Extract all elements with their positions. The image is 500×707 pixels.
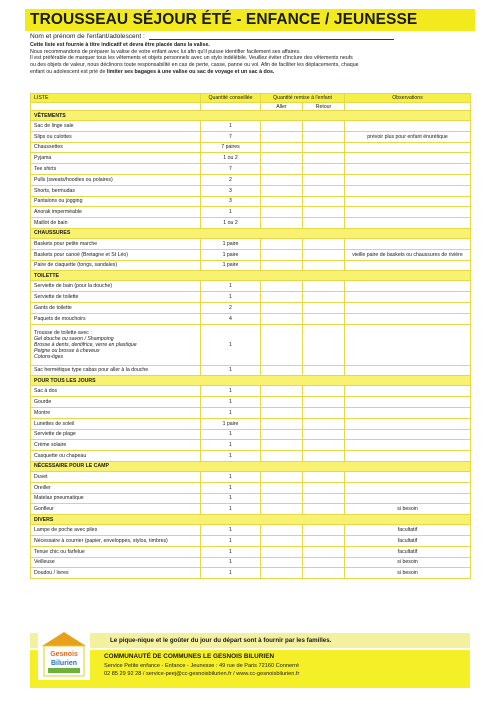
item-qty: 1 [201, 451, 261, 462]
item-label: Sac à dos [31, 386, 201, 397]
item-label: Gonfleur [31, 504, 201, 515]
item-label: Serviette de toilette [31, 292, 201, 303]
category-title: NÉCESSAIRE POUR LE CAMP [31, 461, 471, 471]
category-row [31, 376, 471, 386]
aller-cell[interactable] [261, 365, 303, 376]
item-qty: 1 paire [201, 418, 261, 429]
item-label: Pulls (sweats/hoodies ou polaires) [31, 174, 201, 185]
item-qty: 4 [201, 313, 261, 324]
item-label: Baskets pour petite marche [31, 238, 201, 249]
header-retour: Retour [303, 103, 345, 111]
item-observation [345, 196, 471, 207]
table-row [31, 153, 471, 164]
intro-line: Cette liste est fournie à titre indicatif et devra être placée dans la valise. [30, 42, 210, 48]
item-qty: 2 [201, 174, 261, 185]
item-label: Baskets pour canoë (Bretagne et St Léo) [31, 249, 201, 260]
item-qty: 1 [201, 407, 261, 418]
table-row [31, 142, 471, 153]
table-row [31, 525, 471, 536]
phone-email-web: 02 85 29 92 28 / service-peej@cc-gesnoisbilurien.fr / www.cc-gesnoisbilurien.fr [104, 670, 300, 677]
aller-cell[interactable] [261, 418, 303, 429]
item-observation [345, 386, 471, 397]
child-name-label: Nom et prénom de l'enfant/adolescent : [30, 33, 145, 40]
toiletry-kit-row [31, 324, 471, 365]
table-row [31, 164, 471, 175]
svg-text:Bilurien: Bilurien [50, 660, 78, 667]
table-row [31, 386, 471, 397]
item-qty: 1 [201, 207, 261, 218]
toiletry-kit-title: Trousse de toilette avec : [34, 329, 92, 336]
item-label: Montre [31, 407, 201, 418]
retour-cell[interactable] [303, 451, 345, 462]
item-qty: 1 [201, 292, 261, 303]
aller-cell[interactable] [261, 238, 303, 249]
intro-line: Il est préférable de marquer tous les vêtements et objets personnels avec un stylo indélébile. Veuillez éviter d'inclure des vêtements neufs [30, 55, 353, 62]
retour-cell[interactable] [303, 504, 345, 515]
trousseau-table [30, 93, 471, 579]
item-observation [345, 142, 471, 153]
item-observation [345, 471, 471, 482]
retour-cell[interactable] [303, 440, 345, 451]
gesnois-bilurien-logo [38, 628, 90, 680]
intro-line [30, 69, 470, 76]
retour-cell[interactable] [303, 386, 345, 397]
item-observation [345, 207, 471, 218]
retour-cell[interactable] [303, 397, 345, 408]
item-label: Serviette de plage [31, 429, 201, 440]
item-observation: facultatif [345, 546, 471, 557]
header-returned: Quantité remise à l'enfant [261, 94, 345, 103]
org-name: COMMUNAUTÉ DE COMMUNES LE GESNOIS BILURIEN [104, 653, 275, 660]
header-list: LISTE [31, 94, 201, 103]
item-observation [345, 407, 471, 418]
retour-cell[interactable] [303, 471, 345, 482]
retour-cell[interactable] [303, 164, 345, 175]
item-observation: facultatif [345, 525, 471, 536]
item-label: Chaussettes [31, 142, 201, 153]
intro-line: Nous recommandons de préparer la valise de votre enfant avec lui afin qu'il puisse identifier facilement ses affaires. [30, 48, 301, 55]
aller-cell[interactable] [261, 249, 303, 260]
item-qty: 1 [201, 557, 261, 568]
retour-cell[interactable] [303, 292, 345, 303]
item-label: Pyjama [31, 153, 201, 164]
item-label: Lampe de poche avec piles [31, 525, 201, 536]
item-observation [345, 397, 471, 408]
retour-cell[interactable] [303, 535, 345, 546]
item-qty: 3 [201, 196, 261, 207]
aller-cell[interactable] [261, 451, 303, 462]
retour-cell[interactable] [303, 407, 345, 418]
item-qty: 1 [201, 429, 261, 440]
item-label: Gants de toilette [31, 302, 201, 313]
retour-cell[interactable] [303, 260, 345, 271]
retour-cell[interactable] [303, 568, 345, 579]
item-observation [345, 313, 471, 324]
item-observation [345, 324, 471, 365]
service-address: Service Petite enfance - Enfance - Jeunesse : 49 rue de Paris 72160 Connerré [104, 663, 299, 669]
aller-cell[interactable] [261, 493, 303, 504]
child-name-field[interactable] [30, 33, 450, 40]
table-row [31, 196, 471, 207]
aller-cell[interactable] [261, 153, 303, 164]
item-label: Lunettes de soleil [31, 418, 201, 429]
retour-cell[interactable] [303, 153, 345, 164]
category-row [31, 111, 471, 121]
table-row [31, 493, 471, 504]
table-row [31, 451, 471, 462]
item-qty: 7 [201, 131, 261, 142]
table-row [31, 238, 471, 249]
table-row [31, 365, 471, 376]
aller-cell[interactable] [261, 557, 303, 568]
retour-cell[interactable] [303, 238, 345, 249]
aller-cell[interactable] [261, 440, 303, 451]
item-qty: 1 [201, 324, 261, 365]
aller-cell[interactable] [261, 185, 303, 196]
aller-cell[interactable] [261, 386, 303, 397]
item-observation: si besoin [345, 568, 471, 579]
item-label: Anorak imperméable [31, 207, 201, 218]
category-title: CHAUSSURES [31, 228, 471, 238]
table-header-row [31, 94, 471, 103]
table-row [31, 218, 471, 229]
header-aller: Aller [261, 103, 303, 111]
item-label: Paquets de mouchoirs [31, 313, 201, 324]
item-qty: 1 [201, 365, 261, 376]
item-observation [345, 281, 471, 292]
item-label: Sac de linge sale [31, 121, 201, 132]
category-row [31, 271, 471, 281]
item-label: Paire de claquette (tongs, sandales) [31, 260, 201, 271]
aller-cell[interactable] [261, 471, 303, 482]
table-row [31, 121, 471, 132]
item-observation [345, 174, 471, 185]
intro-text [30, 42, 470, 76]
toiletry-kit-line: Gel douche ou savon / Shampoing [34, 335, 114, 342]
aller-cell[interactable] [261, 196, 303, 207]
item-observation: si besoin [345, 504, 471, 515]
aller-cell[interactable] [261, 525, 303, 536]
item-observation [345, 302, 471, 313]
table-row [31, 429, 471, 440]
item-observation: vieille paire de baskets ou chaussures de rivière [345, 249, 471, 260]
aller-cell[interactable] [261, 260, 303, 271]
table-row [31, 440, 471, 451]
item-qty: 1 [201, 397, 261, 408]
item-observation [345, 493, 471, 504]
category-row [31, 461, 471, 471]
item-qty: 2 [201, 302, 261, 313]
category-title: TOILETTE [31, 271, 471, 281]
table-row [31, 568, 471, 579]
item-qty: 1 [201, 281, 261, 292]
retour-cell[interactable] [303, 546, 345, 557]
aller-cell[interactable] [261, 535, 303, 546]
item-qty: 1 [201, 386, 261, 397]
retour-cell[interactable] [303, 324, 345, 365]
table-subheader-row [31, 103, 471, 111]
retour-cell[interactable] [303, 218, 345, 229]
aller-cell[interactable] [261, 142, 303, 153]
intro-line-start: enfant ou adolescent est prié de [30, 68, 107, 75]
item-qty: 1 [201, 440, 261, 451]
retour-cell[interactable] [303, 313, 345, 324]
header-qty: Quantité conseillée [201, 94, 261, 103]
retour-cell[interactable] [303, 174, 345, 185]
aller-cell[interactable] [261, 313, 303, 324]
item-label: Slips ou culottes [31, 131, 201, 142]
toiletry-kit-line: Cotons-tiges [34, 353, 64, 360]
table-row [31, 313, 471, 324]
item-observation: prévoir plus pour enfant énurétique [345, 131, 471, 142]
table-row [31, 185, 471, 196]
item-observation [345, 121, 471, 132]
item-label: Gourde [31, 397, 201, 408]
item-qty: 1 paire [201, 260, 261, 271]
table-row [31, 207, 471, 218]
item-observation [345, 185, 471, 196]
item-observation [345, 164, 471, 175]
item-qty: 1 [201, 535, 261, 546]
item-observation [345, 292, 471, 303]
item-observation [345, 440, 471, 451]
item-label: Sac hermétique type cabas pour aller à la douche [31, 365, 201, 376]
toiletry-kit-line: Peigne ou brosse à cheveux [34, 347, 100, 354]
aller-cell[interactable] [261, 302, 303, 313]
svg-text:Gesnois: Gesnois [50, 651, 78, 658]
table-row [31, 535, 471, 546]
aller-cell[interactable] [261, 546, 303, 557]
footer-note: Le pique-nique et le goûter du jour du départ sont à fournir par les familles. [30, 633, 470, 648]
retour-cell[interactable] [303, 302, 345, 313]
aller-cell[interactable] [261, 407, 303, 418]
table-row [31, 260, 471, 271]
item-observation [345, 365, 471, 376]
item-qty: 1 [201, 121, 261, 132]
page-title: TROUSSEAU SÉJOUR ÉTÉ - ENFANCE / JEUNESSE [30, 11, 418, 28]
item-observation [345, 153, 471, 164]
item-qty: 1 paire [201, 249, 261, 260]
table-row [31, 281, 471, 292]
item-label: Oreiller [31, 482, 201, 493]
child-name-underline [149, 33, 394, 40]
item-qty: 1 [201, 546, 261, 557]
table-row [31, 131, 471, 142]
category-row [31, 228, 471, 238]
table-row [31, 546, 471, 557]
retour-cell[interactable] [303, 418, 345, 429]
contact-block [104, 663, 299, 678]
item-observation [345, 429, 471, 440]
item-label: Matelas pneumatique [31, 493, 201, 504]
item-label: Serviette de bain (pour la douche) [31, 281, 201, 292]
item-label: Casquette ou chapeau [31, 451, 201, 462]
category-title: POUR TOUS LES JOURS [31, 376, 471, 386]
item-qty: 7 [201, 164, 261, 175]
item-qty: 7 paires [201, 142, 261, 153]
item-qty: 1 ou 2 [201, 218, 261, 229]
intro-line: ou des objets de valeur, nous déclinons toute responsabilité en cas de perte, casse, panne ou vol. Afin de faciliter les déplacements, chaque [30, 62, 359, 69]
retour-cell[interactable] [303, 196, 345, 207]
aller-cell[interactable] [261, 429, 303, 440]
item-label: Veilleuse [31, 557, 201, 568]
item-qty: 1 ou 2 [201, 153, 261, 164]
item-qty: 1 [201, 525, 261, 536]
table-row [31, 302, 471, 313]
retour-cell[interactable] [303, 142, 345, 153]
item-label: Maillot de bain [31, 218, 201, 229]
retour-cell[interactable] [303, 281, 345, 292]
category-row [31, 515, 471, 525]
aller-cell[interactable] [261, 131, 303, 142]
retour-cell[interactable] [303, 131, 345, 142]
item-observation [345, 482, 471, 493]
item-label: Shorts, bermudas [31, 185, 201, 196]
retour-cell[interactable] [303, 493, 345, 504]
retour-cell[interactable] [303, 121, 345, 132]
retour-cell[interactable] [303, 185, 345, 196]
aller-cell[interactable] [261, 482, 303, 493]
table-row [31, 407, 471, 418]
table-row [31, 397, 471, 408]
aller-cell[interactable] [261, 397, 303, 408]
toiletry-kit-line: Brosse à dents, dentifrice, verre en plastique [34, 341, 137, 348]
item-label: Duvet [31, 471, 201, 482]
item-label: Pantalons ou jogging [31, 196, 201, 207]
retour-cell[interactable] [303, 429, 345, 440]
item-label: Doudou / livres [31, 568, 201, 579]
item-label: Nécessaire à courrier (papier, enveloppes, stylos, timbres) [31, 535, 201, 546]
header-observations: Observations [345, 94, 471, 103]
table-row [31, 471, 471, 482]
item-qty: 1 paire [201, 238, 261, 249]
retour-cell[interactable] [303, 557, 345, 568]
retour-cell[interactable] [303, 525, 345, 536]
aller-cell[interactable] [261, 218, 303, 229]
table-row [31, 174, 471, 185]
table-row [31, 557, 471, 568]
table-row [31, 482, 471, 493]
item-label: Crème solaire [31, 440, 201, 451]
item-label: Tenue chic ou farfelue [31, 546, 201, 557]
table-row [31, 249, 471, 260]
table-row [31, 292, 471, 303]
aller-cell[interactable] [261, 174, 303, 185]
retour-cell[interactable] [303, 249, 345, 260]
intro-line-bold: limiter ses bagages à une valise ou sac de voyage et un sac à dos. [106, 68, 275, 75]
item-observation [345, 238, 471, 249]
item-qty: 1 [201, 471, 261, 482]
aller-cell[interactable] [261, 292, 303, 303]
aller-cell[interactable] [261, 504, 303, 515]
table-row [31, 418, 471, 429]
aller-cell[interactable] [261, 324, 303, 365]
item-observation [345, 218, 471, 229]
toiletry-kit-cell [31, 324, 201, 365]
aller-cell[interactable] [261, 568, 303, 579]
aller-cell[interactable] [261, 207, 303, 218]
category-title: VÊTEMENTS [31, 111, 471, 121]
aller-cell[interactable] [261, 121, 303, 132]
item-qty: 1 [201, 568, 261, 579]
retour-cell[interactable] [303, 365, 345, 376]
aller-cell[interactable] [261, 164, 303, 175]
category-title: DIVERS [31, 515, 471, 525]
item-label: Tee shirts [31, 164, 201, 175]
item-qty: 1 [201, 482, 261, 493]
item-qty: 1 [201, 504, 261, 515]
retour-cell[interactable] [303, 482, 345, 493]
item-observation [345, 418, 471, 429]
retour-cell[interactable] [303, 207, 345, 218]
item-observation [345, 451, 471, 462]
item-observation: facultatif [345, 535, 471, 546]
item-qty: 1 [201, 493, 261, 504]
item-observation: si besoin [345, 557, 471, 568]
aller-cell[interactable] [261, 281, 303, 292]
item-observation [345, 260, 471, 271]
table-row [31, 504, 471, 515]
item-qty: 3 [201, 185, 261, 196]
